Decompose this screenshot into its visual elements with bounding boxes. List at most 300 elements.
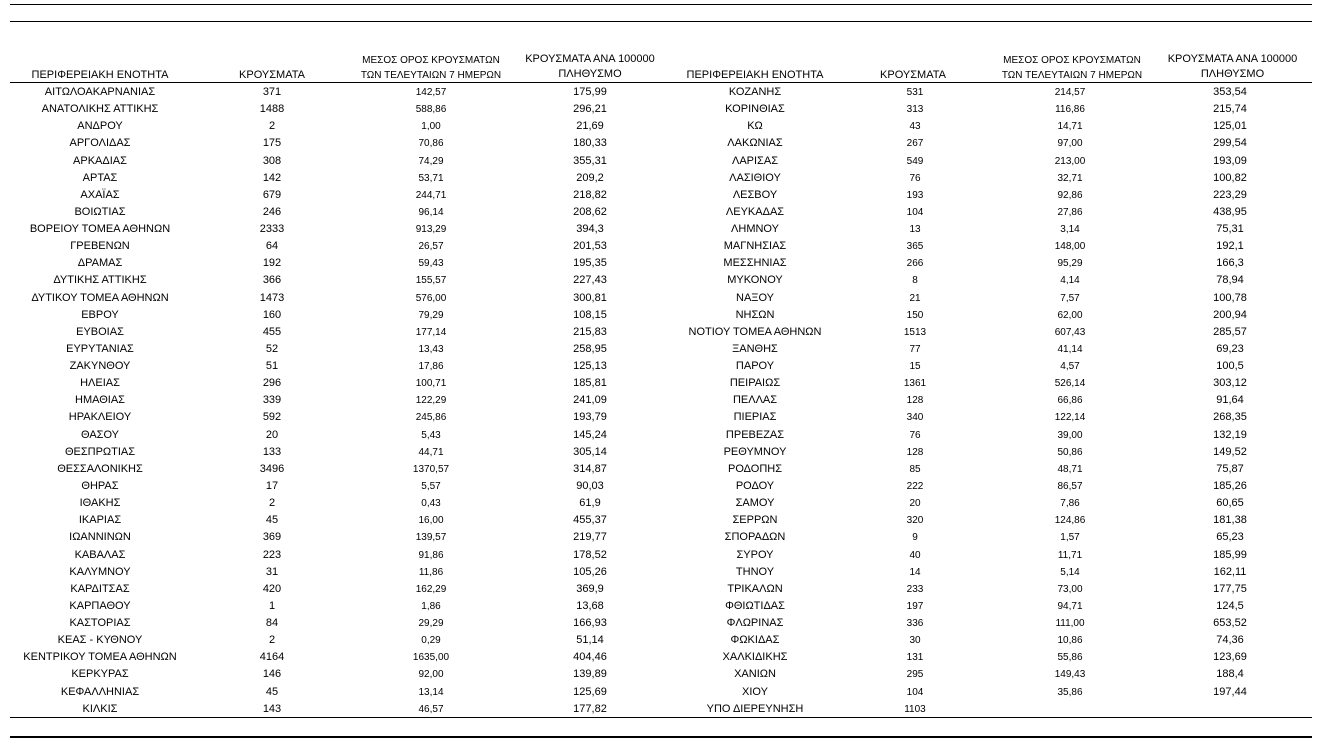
- left-region-cell: ΕΥΒΟΙΑΣ: [76, 325, 124, 338]
- left-region-cell: ΚΕΡΚΥΡΑΣ: [71, 668, 129, 681]
- right-rate-per-100k-cell: 166,3: [1216, 257, 1244, 270]
- right-avg-7days-cell: 50,86: [1057, 446, 1083, 458]
- left-region-cell: ΔΥΤΙΚΟΥ ΤΟΜΕΑ ΑΘΗΝΩΝ: [31, 291, 169, 304]
- left-region-cell: ΓΡΕΒΕΝΩΝ: [70, 240, 130, 253]
- right-region-cell: ΡΕΘΥΜΝΟΥ: [723, 445, 787, 458]
- left-avg-7days-cell: 13,43: [418, 343, 444, 355]
- right-region-cell: ΝΟΤΙΟΥ ΤΟΜΕΑ ΑΘΗΝΩΝ: [688, 325, 822, 338]
- table-row: [0, 101, 1323, 118]
- table-row: [0, 478, 1323, 495]
- right-region-cell: ΠΕΙΡΑΙΩΣ: [729, 377, 781, 390]
- table-row: [0, 649, 1323, 666]
- table-row: [0, 170, 1323, 187]
- right-rate-per-100k-cell: 132,19: [1213, 428, 1247, 441]
- right-cases-cell: 1103: [904, 703, 926, 715]
- left-rate-per-100k-cell: 139,89: [573, 668, 607, 681]
- left-region-cell: ΑΙΤΩΛΟΑΚΑΡΝΑΝΙΑΣ: [44, 86, 156, 98]
- right-region-cell: ΣΑΜΟΥ: [735, 497, 775, 510]
- right-region-cell: ΡΟΔΟΠΗΣ: [727, 462, 783, 475]
- left-cases-cell: 369: [262, 531, 282, 544]
- left-cases-cell: 296: [262, 377, 282, 390]
- left-avg-7days-cell: 11,86: [418, 566, 444, 578]
- right-region-cell: ΣΕΡΡΩΝ: [732, 514, 778, 527]
- left-rate-per-100k-cell: 175,99: [573, 86, 607, 98]
- right-avg-7days-cell: 39,00: [1057, 429, 1083, 441]
- right-rate-per-100k-cell: 100,78: [1213, 291, 1247, 304]
- left-region-cell: ΑΡΓΟΛΙΔΑΣ: [69, 137, 131, 150]
- right-cases-cell: 13: [909, 224, 921, 236]
- left-cases-cell: 1473: [259, 291, 285, 304]
- table-row: [0, 324, 1323, 341]
- right-cases-cell: 15: [909, 361, 921, 373]
- right-rate-per-100k-cell: 100,5: [1216, 360, 1244, 373]
- left-rate-per-100k-cell: 300,81: [573, 291, 607, 304]
- left-region-cell: ΔΡΑΜΑΣ: [77, 257, 123, 270]
- right-avg-7days-cell: 124,86: [1054, 515, 1086, 527]
- right-avg-7days-cell: 41,14: [1057, 343, 1083, 355]
- table-row: [0, 461, 1323, 478]
- right-rate-per-100k-cell: 653,52: [1213, 617, 1247, 630]
- right-avg-7days-cell: 526,14: [1054, 378, 1086, 390]
- left-avg-7days-cell: 5,57: [421, 480, 441, 492]
- table-row: [0, 204, 1323, 221]
- left-avg-7days-cell: 177,14: [415, 326, 447, 338]
- left-cases-cell: 84: [265, 617, 279, 630]
- left-avg-7days-cell: 13,14: [418, 686, 444, 698]
- left-avg-7days-cell: 96,14: [418, 206, 444, 218]
- right-region-cell: ΛΕΣΒΟΥ: [732, 188, 778, 201]
- right-avg-7days-cell: 73,00: [1057, 583, 1083, 595]
- left-cases-cell: 339: [262, 394, 282, 407]
- right-avg-7days-cell: 122,14: [1054, 412, 1086, 424]
- left-avg-7days-cell: 1,00: [421, 121, 441, 133]
- left-avg-7days-cell: 913,29: [415, 224, 447, 236]
- left-cases-cell: 420: [262, 582, 282, 595]
- right-rate-per-100k-cell: 162,11: [1213, 565, 1247, 578]
- left-avg-7days-cell: 244,71: [415, 189, 447, 201]
- table-row: [0, 272, 1323, 289]
- right-cases-cell: 233: [906, 583, 924, 595]
- right-cases-cell: 40: [909, 549, 921, 561]
- left-region-cell: ΚΑΡΔΙΤΣΑΣ: [70, 582, 130, 595]
- left-cases-cell: 175: [262, 137, 282, 150]
- right-cases-cell: 313: [906, 104, 924, 116]
- right-rate-per-100k-cell: 192,1: [1216, 240, 1244, 253]
- right-rate-per-100k-cell: 100,82: [1213, 171, 1247, 184]
- table-row: [0, 341, 1323, 358]
- right-cases-cell: 14: [909, 566, 921, 578]
- left-rate-per-100k-cell: 355,31: [573, 154, 607, 167]
- left-region-cell: ΑΧΑΪΑΣ: [80, 188, 120, 201]
- left-rate-per-100k-cell: 51,14: [576, 634, 604, 647]
- left-cases-cell: 146: [262, 668, 282, 681]
- top-rule: [10, 4, 1312, 5]
- left-cases-cell: 371: [262, 86, 282, 98]
- right-avg-7days-cell: 97,00: [1057, 138, 1083, 150]
- right-cases-cell: 267: [906, 138, 924, 150]
- left-avg-7days-cell: 0,43: [421, 498, 441, 510]
- footer-rule: [10, 736, 1312, 738]
- left-avg-7days-cell: 245,86: [415, 412, 447, 424]
- right-rate-per-100k-cell: 223,29: [1213, 188, 1247, 201]
- right-rate-per-100k-cell: 78,94: [1216, 274, 1244, 287]
- right-rate-per-100k-cell: 200,94: [1213, 308, 1247, 321]
- left-rate-per-100k-cell: 61,9: [579, 497, 601, 510]
- left-cases-cell: 51: [265, 360, 279, 373]
- table-row: [0, 255, 1323, 272]
- right-rate-per-100k-cell: 185,99: [1213, 548, 1247, 561]
- left-avg-7days-cell: 588,86: [415, 104, 447, 116]
- right-cases-cell: 266: [906, 258, 924, 270]
- right-region-cell: ΧΙΟΥ: [742, 685, 768, 698]
- header-avg-right-line2: ΤΩΝ ΤΕΛΕΥΤΑΙΩΝ 7 ΗΜΕΡΩΝ: [1001, 70, 1143, 81]
- right-avg-7days-cell: 11,71: [1057, 549, 1083, 561]
- table-row: [0, 375, 1323, 392]
- right-region-cell: ΧΑΛΚΙΔΙΚΗΣ: [722, 651, 788, 664]
- left-region-cell: ΗΡΑΚΛΕΙΟΥ: [68, 411, 132, 424]
- table-row: [0, 392, 1323, 409]
- left-cases-cell: 3496: [259, 462, 285, 475]
- table-row: [0, 307, 1323, 324]
- left-cases-cell: 2: [268, 120, 276, 133]
- header-avg-left-line1: ΜΕΣΟΣ ΟΡΟΣ ΚΡΟΥΣΜΑΤΩΝ: [362, 55, 500, 66]
- left-cases-cell: 52: [265, 342, 279, 355]
- right-cases-cell: 1361: [903, 378, 927, 390]
- left-cases-cell: 246: [262, 205, 282, 218]
- left-rate-per-100k-cell: 404,46: [573, 651, 607, 664]
- right-rate-per-100k-cell: 123,69: [1213, 651, 1247, 664]
- header-region-right: ΠΕΡΙΦΕΡΕΙΑΚΗ ΕΝΟΤΗΤΑ: [686, 69, 824, 81]
- left-region-cell: ΕΒΡΟΥ: [81, 308, 119, 321]
- left-region-cell: ΙΘΑΚΗΣ: [79, 497, 121, 510]
- left-avg-7days-cell: 100,71: [415, 378, 447, 390]
- right-avg-7days-cell: 1,57: [1060, 532, 1080, 544]
- left-avg-7days-cell: 53,71: [418, 172, 444, 184]
- left-avg-7days-cell: 142,57: [415, 87, 447, 98]
- left-avg-7days-cell: 16,00: [418, 515, 444, 527]
- header-rate-left-line1: ΚΡΟΥΣΜΑΤΑ ΑΝΑ 100000: [525, 53, 655, 65]
- right-avg-7days-cell: 111,00: [1055, 618, 1085, 630]
- left-rate-per-100k-cell: 105,26: [573, 565, 607, 578]
- left-region-cell: ΚΕΝΤΡΙΚΟΥ ΤΟΜΕΑ ΑΘΗΝΩΝ: [23, 651, 177, 664]
- right-cases-cell: 8: [912, 275, 918, 287]
- right-region-cell: ΜΥΚΟΝΟΥ: [727, 274, 783, 287]
- header-rate-left-line2: ΠΛΗΘΥΣΜΟ: [558, 68, 622, 80]
- right-cases-cell: 128: [906, 395, 924, 407]
- table-row: [0, 598, 1323, 615]
- left-region-cell: ΒΟΡΕΙΟΥ ΤΟΜΕΑ ΑΘΗΝΩΝ: [29, 223, 171, 236]
- right-rate-per-100k-cell: 75,87: [1216, 462, 1244, 475]
- left-rate-per-100k-cell: 218,82: [573, 188, 607, 201]
- left-rate-per-100k-cell: 180,33: [573, 137, 607, 150]
- right-cases-cell: 320: [906, 515, 924, 527]
- left-region-cell: ΑΝΑΤΟΛΙΚΗΣ ΑΤΤΙΚΗΣ: [41, 103, 159, 116]
- left-avg-7days-cell: 576,00: [415, 292, 447, 304]
- left-rate-per-100k-cell: 215,83: [573, 325, 607, 338]
- left-avg-7days-cell: 155,57: [415, 275, 447, 287]
- left-rate-per-100k-cell: 195,35: [573, 257, 607, 270]
- right-region-cell: ΠΡΕΒΕΖΑΣ: [725, 428, 785, 441]
- right-region-cell: ΧΑΝΙΩΝ: [734, 668, 776, 681]
- right-avg-7days-cell: 66,86: [1057, 395, 1083, 407]
- left-rate-per-100k-cell: 394,3: [576, 223, 604, 236]
- left-cases-cell: 455: [262, 325, 282, 338]
- left-avg-7days-cell: 74,29: [418, 155, 444, 167]
- right-rate-per-100k-cell: 177,75: [1213, 582, 1247, 595]
- left-rate-per-100k-cell: 219,77: [573, 531, 607, 544]
- right-avg-7days-cell: 27,86: [1057, 206, 1083, 218]
- right-rate-per-100k-cell: 215,74: [1213, 103, 1247, 116]
- left-rate-per-100k-cell: 108,15: [573, 308, 607, 321]
- table-row: [0, 444, 1323, 461]
- left-avg-7days-cell: 17,86: [418, 361, 444, 373]
- left-region-cell: ΑΡΤΑΣ: [82, 171, 118, 184]
- left-cases-cell: 45: [265, 685, 279, 698]
- left-region-cell: ΚΑΣΤΟΡΙΑΣ: [69, 617, 131, 630]
- left-avg-7days-cell: 1,86: [421, 600, 441, 612]
- left-region-cell: ΑΡΚΑΔΙΑΣ: [73, 154, 127, 167]
- right-rate-per-100k-cell: 60,65: [1216, 497, 1244, 510]
- right-cases-cell: 104: [906, 686, 924, 698]
- right-region-cell: ΜΕΣΣΗΝΙΑΣ: [723, 257, 787, 270]
- left-rate-per-100k-cell: 166,93: [573, 617, 607, 630]
- right-cases-cell: 340: [906, 412, 924, 424]
- left-rate-per-100k-cell: 21,69: [576, 120, 604, 133]
- right-region-cell: ΥΠΟ ΔΙΕΡΕΥΝΗΣΗ: [706, 702, 804, 715]
- table-row: [0, 221, 1323, 238]
- right-region-cell: ΝΑΞΟΥ: [736, 291, 774, 304]
- right-cases-cell: 336: [906, 618, 924, 630]
- right-region-cell: ΦΛΩΡΙΝΑΣ: [726, 617, 784, 630]
- table-row: [0, 358, 1323, 375]
- right-avg-7days-cell: 116,86: [1055, 104, 1085, 116]
- right-avg-7days-cell: 148,00: [1054, 241, 1086, 253]
- right-cases-cell: 30: [909, 635, 921, 647]
- right-cases-cell: 85: [909, 463, 921, 475]
- left-cases-cell: 2333: [259, 223, 285, 236]
- right-avg-7days-cell: 92,86: [1057, 189, 1083, 201]
- left-cases-cell: 160: [262, 308, 282, 321]
- right-avg-7days-cell: 62,00: [1057, 309, 1083, 321]
- left-cases-cell: 31: [265, 565, 279, 578]
- right-region-cell: ΠΙΕΡΙΑΣ: [733, 411, 777, 424]
- right-rate-per-100k-cell: 124,5: [1216, 599, 1244, 612]
- left-cases-cell: 366: [262, 274, 282, 287]
- left-region-cell: ΙΩΑΝΝΙΝΩΝ: [69, 531, 131, 544]
- right-avg-7days-cell: 94,71: [1057, 600, 1083, 612]
- left-cases-cell: 1488: [259, 103, 285, 116]
- left-cases-cell: 192: [262, 257, 282, 270]
- left-cases-cell: 143: [262, 702, 282, 715]
- left-avg-7days-cell: 162,29: [415, 583, 447, 595]
- left-cases-cell: 2: [268, 497, 276, 510]
- right-cases-cell: 222: [906, 480, 924, 492]
- left-rate-per-100k-cell: 145,24: [573, 428, 607, 441]
- table-row: [0, 118, 1323, 135]
- left-cases-cell: 308: [262, 154, 282, 167]
- right-rate-per-100k-cell: 193,09: [1213, 154, 1247, 167]
- right-rate-per-100k-cell: 125,01: [1213, 120, 1247, 133]
- right-rate-per-100k-cell: 69,23: [1216, 342, 1244, 355]
- right-region-cell: ΛΑΣΙΘΙΟΥ: [729, 171, 781, 184]
- left-avg-7days-cell: 139,57: [415, 532, 447, 544]
- right-avg-7days-cell: 7,57: [1060, 292, 1080, 304]
- right-region-cell: ΛΑΡΙΣΑΣ: [731, 154, 778, 167]
- right-rate-per-100k-cell: 149,52: [1213, 445, 1247, 458]
- right-region-cell: ΚΩ: [747, 120, 763, 133]
- table-row: [0, 529, 1323, 546]
- right-region-cell: ΛΑΚΩΝΙΑΣ: [727, 137, 783, 150]
- left-avg-7days-cell: 91,86: [418, 549, 444, 561]
- right-region-cell: ΤΡΙΚΑΛΩΝ: [727, 582, 783, 595]
- table-row: [0, 615, 1323, 632]
- left-rate-per-100k-cell: 125,69: [573, 685, 607, 698]
- right-cases-cell: 150: [906, 309, 924, 321]
- left-region-cell: ΚΑΒΑΛΑΣ: [74, 548, 126, 561]
- right-rate-per-100k-cell: 285,57: [1213, 325, 1247, 338]
- right-avg-7days-cell: 55,86: [1057, 652, 1083, 664]
- right-cases-cell: 76: [909, 429, 921, 441]
- table-row: [0, 632, 1323, 649]
- right-cases-cell: 76: [909, 172, 921, 184]
- left-region-cell: ΘΗΡΑΣ: [81, 479, 119, 492]
- left-cases-cell: 223: [262, 548, 282, 561]
- left-rate-per-100k-cell: 455,37: [573, 514, 607, 527]
- left-region-cell: ΚΕΑΣ - ΚΥΘΝΟΥ: [57, 634, 143, 647]
- right-region-cell: ΛΗΜΝΟΥ: [731, 223, 779, 236]
- left-region-cell: ΑΝΔΡΟΥ: [77, 120, 123, 133]
- right-region-cell: ΦΘΙΩΤΙΔΑΣ: [725, 599, 785, 612]
- left-region-cell: ΘΕΣΣΑΛΟΝΙΚΗΣ: [57, 462, 143, 475]
- right-rate-per-100k-cell: 303,12: [1213, 377, 1247, 390]
- right-avg-7days-cell: 48,71: [1057, 463, 1083, 475]
- table-row: [0, 153, 1323, 170]
- right-avg-7days-cell: 32,71: [1057, 172, 1083, 184]
- left-rate-per-100k-cell: 296,21: [573, 103, 607, 116]
- table-row: [0, 409, 1323, 426]
- table-row: [0, 187, 1323, 204]
- left-region-cell: ΚΑΡΠΑΘΟΥ: [69, 599, 131, 612]
- left-cases-cell: 679: [262, 188, 282, 201]
- left-region-cell: ΖΑΚΥΝΘΟΥ: [69, 360, 131, 373]
- right-cases-cell: 531: [906, 87, 924, 98]
- left-rate-per-100k-cell: 227,43: [573, 274, 607, 287]
- left-region-cell: ΚΕΦΑΛΛΗΝΙΑΣ: [60, 685, 140, 698]
- left-avg-7days-cell: 79,29: [418, 309, 444, 321]
- right-avg-7days-cell: 214,57: [1054, 87, 1086, 98]
- table-row: [0, 547, 1323, 564]
- left-cases-cell: 17: [265, 479, 279, 492]
- left-rate-per-100k-cell: 305,14: [573, 445, 607, 458]
- right-rate-per-100k-cell: 438,95: [1213, 205, 1247, 218]
- right-region-cell: ΦΩΚΙΔΑΣ: [730, 634, 780, 647]
- left-rate-per-100k-cell: 193,79: [573, 411, 607, 424]
- right-cases-cell: 131: [906, 652, 924, 664]
- left-avg-7days-cell: 1635,00: [412, 652, 450, 664]
- right-region-cell: ΠΕΛΛΑΣ: [732, 394, 778, 407]
- left-rate-per-100k-cell: 241,09: [573, 394, 607, 407]
- left-rate-per-100k-cell: 185,81: [573, 377, 607, 390]
- left-cases-cell: 1: [268, 599, 276, 612]
- left-avg-7days-cell: 1370,57: [412, 463, 450, 475]
- header-region-left: ΠΕΡΙΦΕΡΕΙΑΚΗ ΕΝΟΤΗΤΑ: [31, 69, 169, 81]
- right-region-cell: ΣΠΟΡΑΔΩΝ: [724, 531, 786, 544]
- table-row: [0, 666, 1323, 683]
- right-cases-cell: 128: [906, 446, 924, 458]
- right-avg-7days-cell: 4,14: [1060, 275, 1080, 287]
- right-cases-cell: 104: [906, 206, 924, 218]
- right-avg-7days-cell: 4,57: [1060, 361, 1080, 373]
- left-avg-7days-cell: 46,57: [418, 703, 444, 715]
- left-rate-per-100k-cell: 177,82: [573, 702, 607, 715]
- right-cases-cell: 365: [906, 241, 924, 253]
- header-rate-right-line2: ΠΛΗΘΥΣΜΟ: [1200, 68, 1265, 80]
- right-cases-cell: 9: [912, 532, 918, 544]
- left-cases-cell: 133: [262, 445, 282, 458]
- right-avg-7days-cell: 5,14: [1060, 566, 1080, 578]
- right-avg-7days-cell: 607,43: [1054, 326, 1086, 338]
- left-avg-7days-cell: 70,86: [418, 138, 444, 150]
- left-region-cell: ΙΚΑΡΙΑΣ: [78, 514, 122, 527]
- left-avg-7days-cell: 44,71: [418, 446, 444, 458]
- left-rate-per-100k-cell: 125,13: [573, 360, 607, 373]
- left-region-cell: ΕΥΡΥΤΑΝΙΑΣ: [66, 342, 134, 355]
- right-rate-per-100k-cell: 91,64: [1216, 394, 1244, 407]
- right-rate-per-100k-cell: 353,54: [1213, 86, 1247, 98]
- left-cases-cell: 142: [262, 171, 282, 184]
- right-avg-7days-cell: 213,00: [1054, 155, 1086, 167]
- right-region-cell: ΞΑΝΘΗΣ: [732, 342, 778, 355]
- right-region-cell: ΚΟΖΑΝΗΣ: [728, 86, 782, 98]
- right-avg-7days-cell: 14,71: [1057, 121, 1083, 133]
- right-cases-cell: 21: [909, 292, 921, 304]
- right-rate-per-100k-cell: 197,44: [1213, 685, 1247, 698]
- right-rate-per-100k-cell: 75,31: [1216, 223, 1244, 236]
- right-region-cell: ΡΟΔΟΥ: [735, 479, 775, 492]
- right-rate-per-100k-cell: 74,36: [1216, 634, 1244, 647]
- right-region-cell: ΣΥΡΟΥ: [736, 548, 774, 561]
- left-cases-cell: 4164: [259, 651, 285, 664]
- left-region-cell: ΔΥΤΙΚΗΣ ΑΤΤΙΚΗΣ: [53, 274, 147, 287]
- right-cases-cell: 193: [906, 189, 924, 201]
- header-avg-right-line1: ΜΕΣΟΣ ΟΡΟΣ ΚΡΟΥΣΜΑΤΩΝ: [1003, 55, 1141, 66]
- right-rate-per-100k-cell: 65,23: [1216, 531, 1244, 544]
- left-region-cell: ΘΑΣΟΥ: [80, 428, 120, 441]
- header-cases-left: ΚΡΟΥΣΜΑΤΑ: [239, 69, 305, 81]
- right-cases-cell: 295: [906, 669, 924, 681]
- right-avg-7days-cell: 86,57: [1057, 480, 1083, 492]
- right-cases-cell: 197: [906, 600, 924, 612]
- right-cases-cell: 549: [906, 155, 924, 167]
- left-rate-per-100k-cell: 201,53: [573, 240, 607, 253]
- left-region-cell: ΘΕΣΠΡΩΤΙΑΣ: [64, 445, 136, 458]
- right-region-cell: ΝΗΣΩΝ: [735, 308, 775, 321]
- table-row: [0, 238, 1323, 255]
- table-row: [0, 564, 1323, 581]
- left-avg-7days-cell: 0,29: [421, 635, 441, 647]
- left-cases-cell: 20: [265, 428, 279, 441]
- left-avg-7days-cell: 59,43: [418, 258, 444, 270]
- right-rate-per-100k-cell: 188,4: [1216, 668, 1244, 681]
- left-rate-per-100k-cell: 178,52: [573, 548, 607, 561]
- table-row: [0, 495, 1323, 512]
- right-cases-cell: 20: [909, 498, 921, 510]
- table-row: [0, 427, 1323, 444]
- right-cases-cell: 1513: [903, 326, 927, 338]
- left-avg-7days-cell: 5,43: [421, 429, 441, 441]
- right-region-cell: ΛΕΥΚΑΔΑΣ: [725, 205, 785, 218]
- header-rate-right-line1: ΚΡΟΥΣΜΑΤΑ ΑΝΑ 100000: [1167, 53, 1298, 65]
